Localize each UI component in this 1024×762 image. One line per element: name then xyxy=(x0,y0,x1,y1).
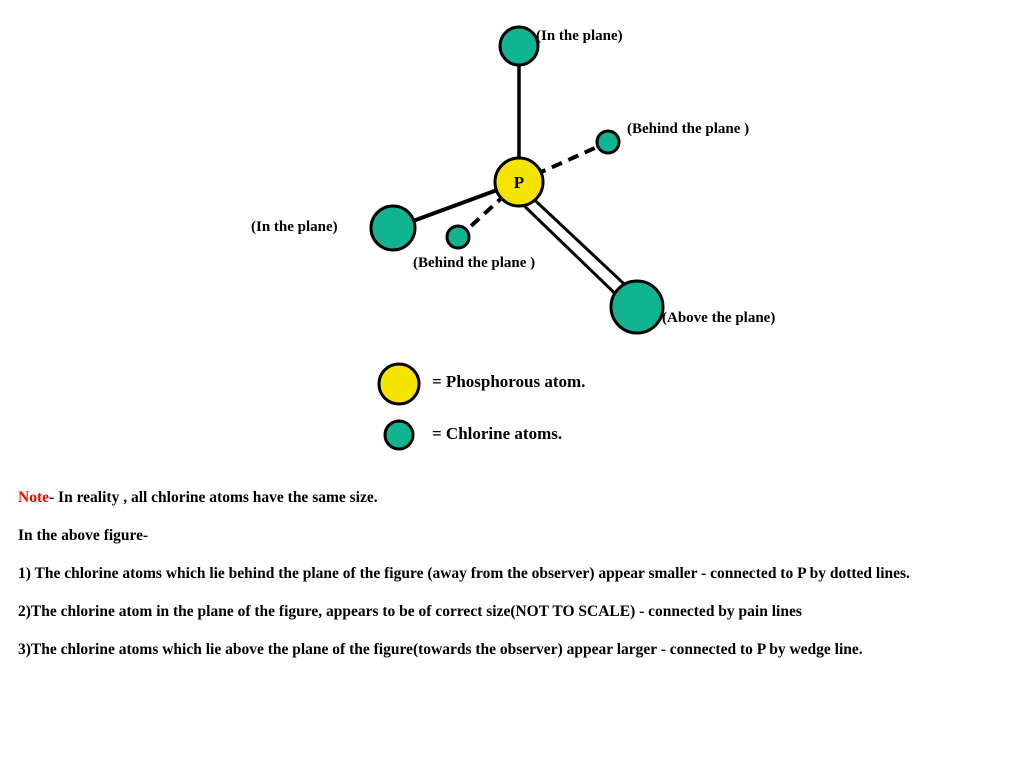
atom-chlorine-left xyxy=(371,206,415,250)
atom-chlorine-right-behind xyxy=(597,131,619,153)
legend-swatch-chlorine xyxy=(385,421,413,449)
note-tag: Note xyxy=(18,489,49,506)
note-text: - In reality , all chlorine atoms have the same size. xyxy=(49,489,378,506)
atom-chlorine-lower-behind xyxy=(447,226,469,248)
note-point-2: 2)The chlorine atom in the plane of the figure, appears to be of correct size(NOT TO SCALE) - connected by pain lines xyxy=(18,603,802,620)
note-intro: In the above figure- xyxy=(18,527,149,544)
atom-chlorine-top xyxy=(500,27,538,65)
atom-phosphorus-label: P xyxy=(513,173,525,192)
notes-section xyxy=(18,488,1008,678)
legend-swatch-phosphorus xyxy=(379,364,419,404)
atom-chlorine-below-above-plane xyxy=(611,281,663,333)
legend-label-phosphorus: = Phosphorous atom. xyxy=(432,372,586,391)
note-reality xyxy=(18,488,1008,507)
label-left-in-plane: (In the plane) xyxy=(251,219,338,235)
legend-label-chlorine: = Chlorine atoms. xyxy=(432,424,563,443)
label-lower-behind-plane: (Behind the plane ) xyxy=(413,255,536,271)
label-below-above-plane: (Above the plane) xyxy=(662,310,776,326)
note-point-3: 3)The chlorine atoms which lie above the plane of the figure(towards the observer) appear larger - connected to P by wedge line. xyxy=(18,641,863,658)
note-point-1: 1) The chlorine atoms which lie behind the plane of the figure (away from the observer) appear smaller - connected to P by dotted lines. xyxy=(18,565,910,582)
label-top-in-plane: (In the plane) xyxy=(536,28,623,44)
label-right-behind-plane: (Behind the plane ) xyxy=(627,121,750,137)
